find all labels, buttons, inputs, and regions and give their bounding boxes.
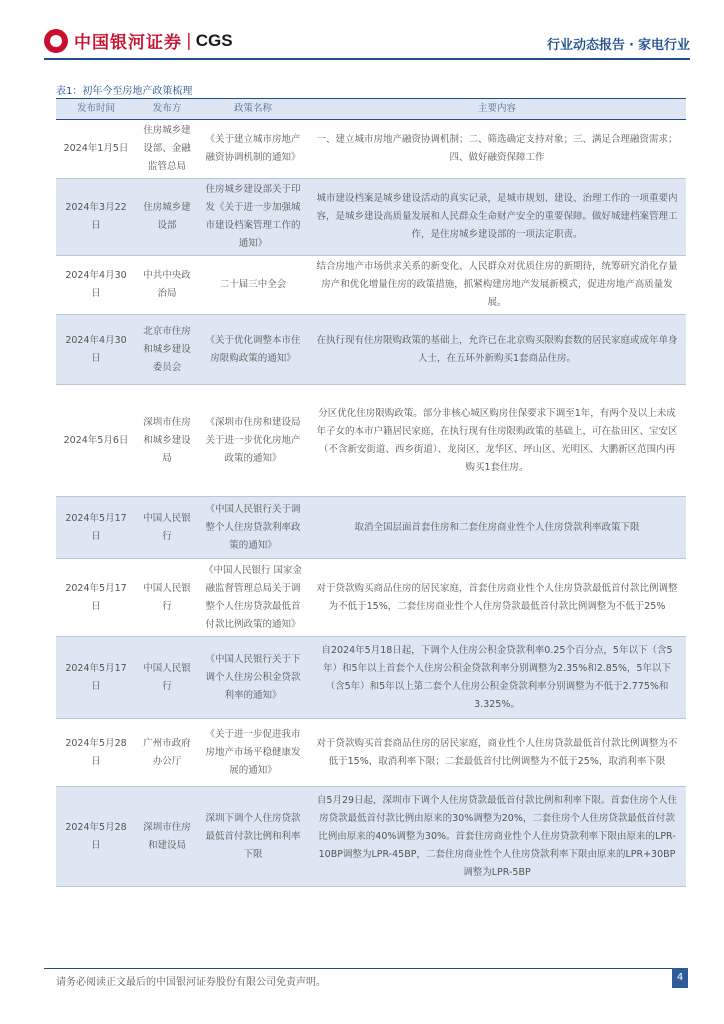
row-issuer: 中国人民银行 — [136, 497, 198, 559]
row-issuer: 深圳市住房和城乡建设局 — [136, 385, 198, 497]
row-policy: 《中国人民银行关于下调个人住房公积金贷款利率的通知》 — [198, 637, 308, 719]
page-number: 4 — [672, 968, 688, 988]
report-type: 行业动态报告 — [547, 38, 626, 53]
row-date: 2024年5月28日 — [56, 719, 136, 787]
table-row — [56, 787, 686, 887]
brand-name-en: CGS — [195, 30, 233, 50]
row-policy: 《深圳市住房和建设局关于进一步优化房地产政策的通知》 — [198, 385, 308, 497]
table-header-row — [56, 99, 686, 120]
table-row — [56, 120, 686, 179]
header-issuer: 发布方 — [136, 99, 198, 120]
row-date: 2024年5月28日 — [56, 787, 136, 887]
brand-logo — [44, 28, 233, 53]
row-date: 2024年5月6日 — [56, 385, 136, 497]
brand-name-cn: 中国银河证券 — [74, 33, 182, 53]
row-issuer: 北京市住房和城乡建设委员会 — [136, 315, 198, 385]
row-issuer: 广州市政府办公厅 — [136, 719, 198, 787]
policy-table — [56, 98, 686, 887]
header-date: 发布时间 — [56, 99, 136, 120]
row-content: 分区优化住房限购政策。部分非核心城区购房住保要求下调至1年，有两个及以上未成年子女的本市户籍居民家庭，在执行现有住房限购政策的基础上，可在盐田区、宝安区（不含新安街道、西乡街道）、龙岗区、龙华区、坪山区、光明区、大鹏新区范围内再购买1套住房。 — [308, 385, 686, 497]
table-row — [56, 637, 686, 719]
brand-separator: | — [186, 30, 192, 51]
row-content: 结合房地产市场供求关系的新变化、人民群众对优质住房的新期待，统筹研究消化存量房产和优化增量住房的政策措施，抓紧构建房地产发展新模式，促进房地产高质量发展。 — [308, 256, 686, 315]
row-policy: 深圳下调个人住房贷款最低首付款比例和利率下限 — [198, 787, 308, 887]
row-policy: 《中国人民银行 国家金融监督管理总局关于调整个人住房贷款最低首付款比例政策的通知》 — [198, 559, 308, 637]
row-date: 2024年4月30日 — [56, 256, 136, 315]
table-row — [56, 179, 686, 256]
row-date: 2024年1月5日 — [56, 120, 136, 179]
row-policy: 《关于优化调整本市住房限购政策的通知》 — [198, 315, 308, 385]
table-row — [56, 385, 686, 497]
table-row — [56, 559, 686, 637]
row-issuer: 中共中央政治局 — [136, 256, 198, 315]
header-content: 主要内容 — [308, 99, 686, 120]
footer-rule — [44, 968, 684, 969]
footer-disclaimer: 请务必阅读正文最后的中国银河证券股份有限公司免责声明。 — [56, 977, 326, 988]
row-issuer: 住房城乡建设部、金融监管总局 — [136, 120, 198, 179]
row-policy: 二十届三中全会 — [198, 256, 308, 315]
row-content: 对于贷款购买首套商品住房的居民家庭，商业性个人住房贷款最低首付款比例调整为不低于15%，取消利率下限；二套最低首付比例调整为不低于25%，取消利率下限 — [308, 719, 686, 787]
row-content: 取消全国层面首套住房和二套住房商业性个人住房贷款利率政策下限 — [308, 497, 686, 559]
header-rule — [44, 58, 690, 60]
row-policy: 住房城乡建设部关于印发《关于进一步加强城市建设档案管理工作的通知》 — [198, 179, 308, 256]
table-row — [56, 497, 686, 559]
row-content: 对于贷款购买商品住房的居民家庭，首套住房商业性个人住房贷款最低首付款比例调整为不低于15%，二套住房商业性个人住房贷款最低首付款比例调整为不低于25% — [308, 559, 686, 637]
row-date: 2024年4月30日 — [56, 315, 136, 385]
row-issuer: 中国人民银行 — [136, 559, 198, 637]
industry-name: 家电行业 — [637, 38, 690, 53]
row-date: 2024年5月17日 — [56, 559, 136, 637]
table-row — [56, 256, 686, 315]
row-issuer: 住房城乡建设部 — [136, 179, 198, 256]
row-content: 自2024年5月18日起，下调个人住房公积金贷款利率0.25个百分点，5年以下（含5年）和5年以上首套个人住房公积金贷款利率分别调整为2.35%和2.85%，5年以下（含5年）和5年以上第二套个人住房公积金贷款利率分别调整为不低于2.775%和3.325%。 — [308, 637, 686, 719]
header-policy: 政策名称 — [198, 99, 308, 120]
row-policy: 《中国人民银行关于调整个人住房贷款利率政策的通知》 — [198, 497, 308, 559]
table-title: 表1：初年今至房地产政策梳理 — [56, 86, 193, 97]
policy-table-wrapper — [56, 98, 686, 887]
row-issuer: 中国人民银行 — [136, 637, 198, 719]
row-content: 在执行现有住房限购政策的基础上，允许已在北京购买限购套数的居民家庭或成年单身人士，在五环外新购买1套商品住房。 — [308, 315, 686, 385]
report-tag-dot: · — [629, 38, 634, 53]
row-policy: 《关于建立城市房地产融资协调机制的通知》 — [198, 120, 308, 179]
brand-emblem-icon — [44, 29, 68, 53]
row-date: 2024年5月17日 — [56, 497, 136, 559]
row-date: 2024年3月22日 — [56, 179, 136, 256]
table-row — [56, 719, 686, 787]
report-tag — [547, 34, 690, 53]
page-header — [0, 0, 724, 58]
row-issuer: 深圳市住房和建设局 — [136, 787, 198, 887]
row-date: 2024年5月17日 — [56, 637, 136, 719]
row-policy: 《关于进一步促进我市房地产市场平稳健康发展的通知》 — [198, 719, 308, 787]
table-row — [56, 315, 686, 385]
row-content: 自5月29日起，深圳市下调个人住房贷款最低首付款比例和利率下限。首套住房个人住房贷款最低首付款比例由原来的30%调整为20%，二套住房个人住房贷款最低首付款比例由原来的40%调整为30%。首套住房商业性个人住房贷款利率下限由原来的LPR-10BP调整为LPR-45BP，二套住房商业性个人住房贷款利率下限由原来的LPR+30BP调整为LPR-5BP — [308, 787, 686, 887]
row-content: 城市建设档案是城乡建设活动的真实记录，是城市规划、建设、治理工作的一项重要内容，是城乡建设高质量发展和人民群众生命财产安全的重要保障。做好城建档案管理工作，是住房城乡建设部的一项法定职责。 — [308, 179, 686, 256]
row-content: 一、建立城市房地产融资协调机制；二、筛选确定支持对象；三、满足合理融资需求；四、做好融资保障工作 — [308, 120, 686, 179]
